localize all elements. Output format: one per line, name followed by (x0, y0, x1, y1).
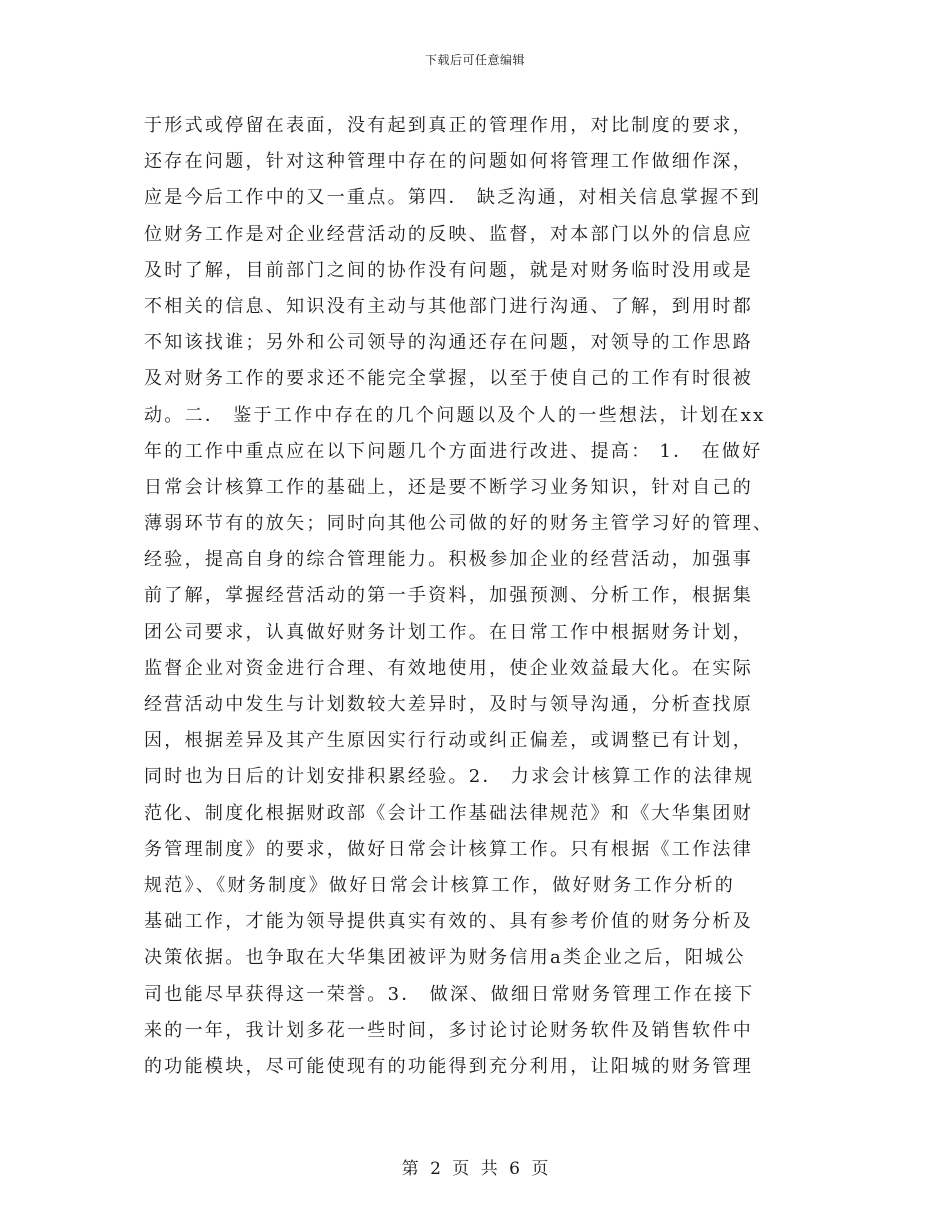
page-number-footer: 第 2 页 共 6 页 (401, 1159, 549, 1179)
paragraph-line: 薄弱环节有的放矢；同时向其他公司做的好的财务主管学习好的管理、 (144, 513, 774, 535)
paragraph-line: 的功能模块，尽可能使现有的功能得到充分利用，让阳城的财务管理 (144, 1055, 753, 1077)
paragraph-line: 及对财务工作的要求还不能完全掌握，以至于使自己的工作有时很被 (144, 368, 753, 390)
paragraph-line: 司也能尽早获得这一荣誉。3． 做深、做细日常财务管理工作在接下 (144, 983, 755, 1005)
paragraph-line: 监督企业对资金进行合理、有效地使用，使企业效益最大化。在实际 (144, 657, 753, 679)
paragraph-line: 经验，提高自身的综合管理能力。积极参加企业的经营活动，加强事 (144, 549, 753, 571)
paragraph-line: 团公司要求，认真做好财务计划工作。在日常工作中根据财务计划， (144, 621, 753, 643)
paragraph-line: 同时也为日后的计划安排积累经验。2． 力求会计核算工作的法律规 (144, 766, 755, 788)
paragraph-line: 年的工作中重点应在以下问题几个方面进行改进、提高： 1． 在做好 (144, 440, 763, 462)
paragraph-line: 范化、制度化根据财政部《会计工作基础法律规范》和《大华集团财 (144, 802, 753, 824)
page-header-note: 下载后可任意编辑 (424, 53, 525, 67)
paragraph-line: 因，根据差异及其产生原因实行行动或纠正偏差，或调整已有计划， (144, 730, 753, 752)
paragraph-line: 于形式或停留在表面，没有起到真正的管理作用，对比制度的要求， (144, 115, 753, 136)
paragraph-line: 日常会计核算工作的基础上，还是要不断学习业务知识，针对自己的 (144, 476, 753, 498)
paragraph-line: 位财务工作是对企业经营活动的反映、监督，对本部门以外的信息应 (144, 223, 753, 245)
document-body (144, 108, 812, 1085)
paragraph-line: 不知该找谁；另外和公司领导的沟通还存在问题，对领导的工作思路 (144, 332, 753, 354)
paragraph-line: 经营活动中发生与计划数较大差异时，及时与领导沟通，分析查找原 (144, 694, 753, 715)
paragraph-line: 及时了解，目前部门之间的协作没有问题，就是对财务临时没用或是 (144, 259, 753, 281)
paragraph-line: 基础工作，才能为领导提供真实有效的、具有参考价值的财务分析及 (144, 911, 753, 933)
paragraph-line: 不相关的信息、知识没有主动与其他部门进行沟通、了解，到用时都 (144, 295, 753, 317)
paragraph-line: 务管理制度》的要求，做好日常会计核算工作。只有根据《工作法律 (144, 838, 753, 860)
paragraph-line: 来的一年，我计划多花一些时间，多讨论讨论财务软件及销售软件中 (144, 1019, 753, 1041)
paragraph-line: 决策依据。也争取在大华集团被评为财务信用a类企业之后，阳城公 (144, 947, 746, 969)
paragraph-line: 规范》、《财务制度》做好日常会计核算工作，做好财务工作分析的 (144, 874, 735, 896)
paragraph-line: 还存在问题，针对这种管理中存在的问题如何将管理工作做细作深， (144, 151, 753, 173)
paragraph-line: 前了解，掌握经营活动的第一手资料，加强预测、分析工作，根据集 (144, 585, 753, 607)
paragraph-line: 动。二． 鉴于工作中存在的几个问题以及个人的一些想法，计划在xx (144, 404, 766, 426)
paragraph-line: 应是今后工作中的又一重点。第四． 缺乏沟通，对相关信息掌握不到 (144, 187, 762, 209)
